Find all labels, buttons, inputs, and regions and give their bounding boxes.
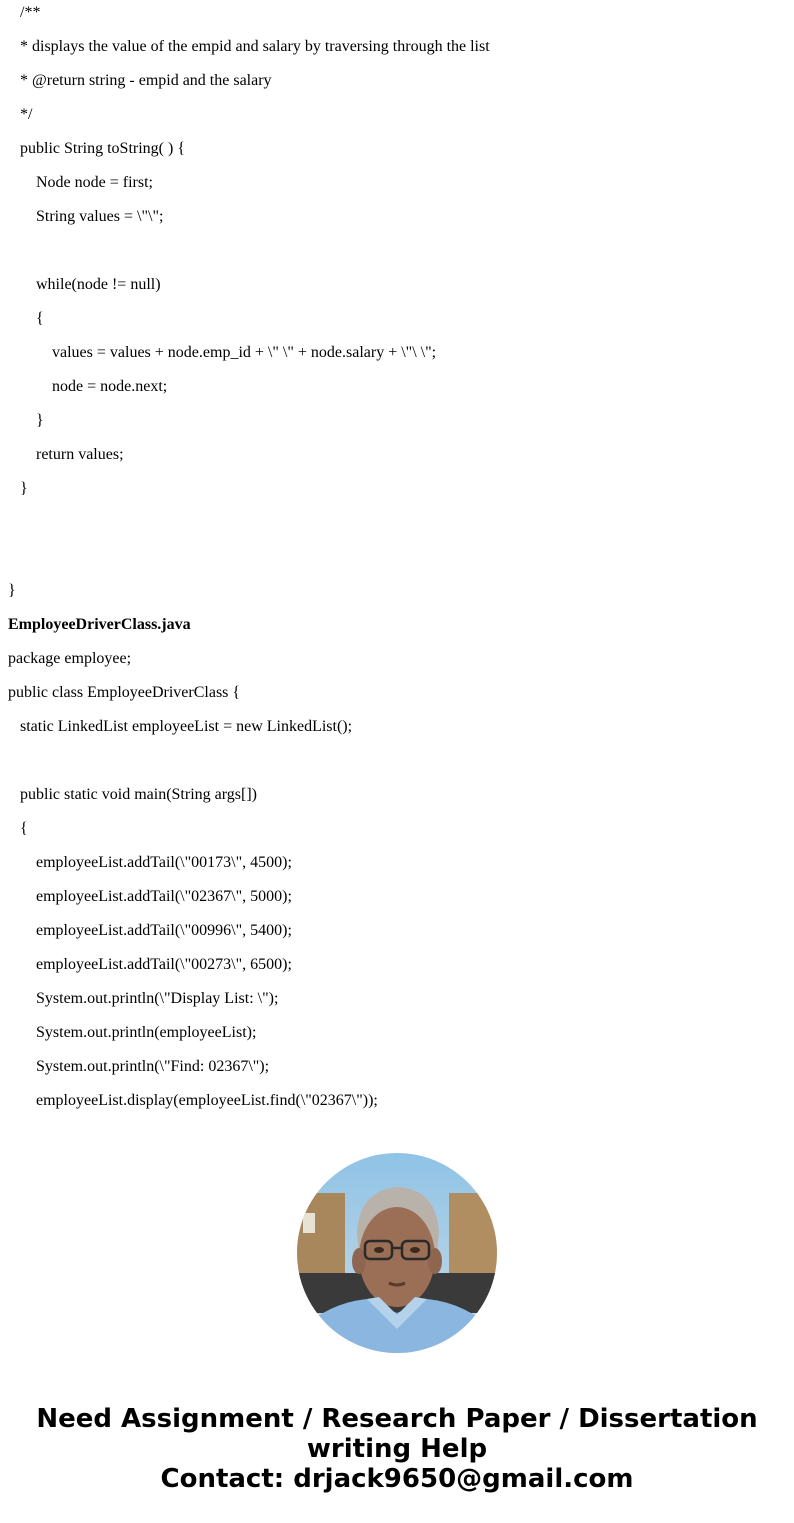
code-line-main-signature: public static void main(String args[]): [20, 786, 257, 803]
code-line-class-declaration: public class EmployeeDriverClass {: [8, 684, 241, 701]
code-line-return: return values;: [36, 446, 124, 463]
code-line-while-close-brace: }: [36, 412, 44, 429]
code-line-addtail-00273: employeeList.addTail(\"00273\", 6500);: [36, 956, 292, 973]
promo-headline: Need Assignment / Research Paper / Dissertation: [36, 1404, 758, 1434]
code-line-println-find: System.out.println(\"Find: 02367\");: [36, 1058, 270, 1075]
code-line-addtail-02367: employeeList.addTail(\"02367\", 5000);: [36, 888, 292, 905]
code-line-comment-close: */: [20, 106, 33, 123]
code-line-node-init: Node node = first;: [36, 174, 153, 191]
code-line-package: package employee;: [8, 650, 132, 667]
code-line-addtail-00173: employeeList.addTail(\"00173\", 4500);: [36, 854, 292, 871]
author-photo: [297, 1153, 497, 1353]
code-line-println-display: System.out.println(\"Display List: \");: [36, 990, 279, 1007]
code-line-comment-return: * @return string - empid and the salary: [20, 72, 272, 89]
code-line-comment-open: /**: [20, 4, 41, 21]
code-line-main-open-brace: {: [20, 820, 28, 837]
code-line-node-next: node = node.next;: [52, 378, 168, 395]
code-line-employee-list-field: static LinkedList employeeList = new LinkedList();: [20, 718, 353, 735]
file-name-heading: EmployeeDriverClass.java: [8, 616, 191, 633]
promo-subheadline: writing Help: [306, 1434, 488, 1464]
code-line-tostring-signature: public String toString( ) {: [20, 140, 186, 157]
code-line-comment-description: * displays the value of the empid and salary by traversing through the list: [20, 38, 490, 55]
code-line-values-init: String values = \"\";: [36, 208, 164, 225]
code-line-display-find: employeeList.display(employeeList.find(\"02367\"));: [36, 1092, 378, 1109]
code-line-println-list: System.out.println(employeeList);: [36, 1024, 257, 1041]
code-line-method-close-brace: }: [20, 480, 28, 497]
promo-banner: [0, 1404, 794, 1494]
promo-contact: Contact: drjack9650@gmail.com: [160, 1464, 634, 1494]
code-line-values-append: values = values + node.emp_id + \" \" + node.salary + \"\ \";: [52, 344, 437, 361]
code-line-while: while(node != null): [36, 276, 161, 293]
code-line-class-close-brace: }: [8, 582, 16, 599]
code-line-while-open-brace: {: [36, 310, 44, 327]
code-line-addtail-00996: employeeList.addTail(\"00996\", 5400);: [36, 922, 292, 939]
